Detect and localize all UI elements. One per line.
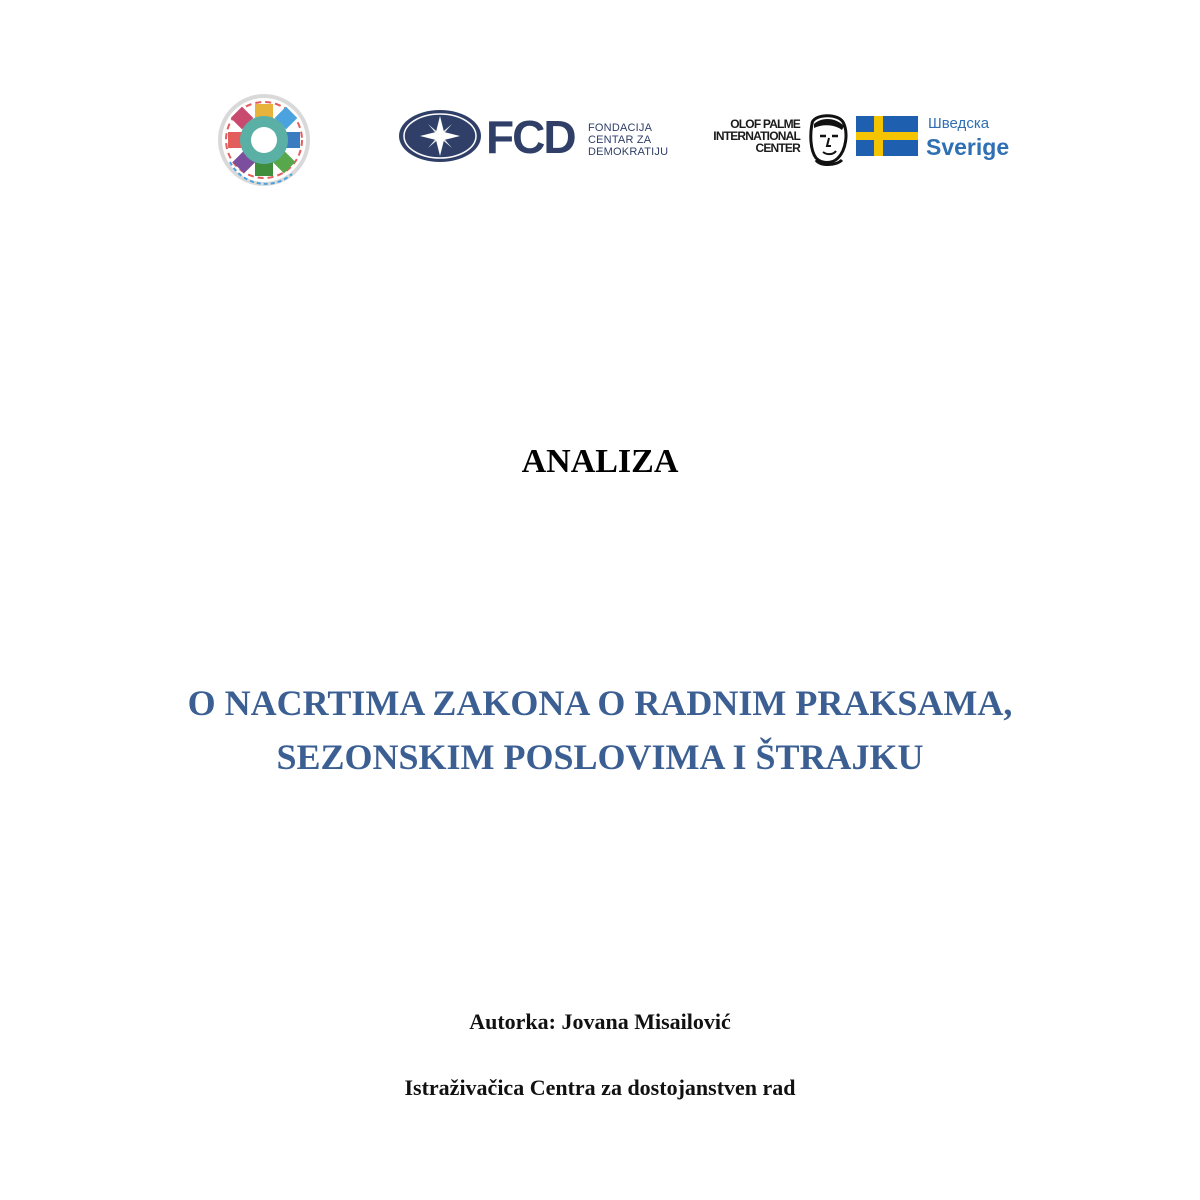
sweden-cyrillic-label: Шведска	[928, 115, 990, 132]
fcd-letters: FCD	[486, 111, 575, 163]
olof-palme-logo	[702, 110, 852, 170]
palme-wordmark	[713, 118, 800, 154]
document-title-line: SEZONSKIM POSLOVIMA I ŠTRAJKU	[276, 737, 924, 777]
compass-star-icon	[398, 108, 482, 164]
document-title-line: O NACRTIMA ZAKONA O RADNIM PRAKSAMA,	[187, 683, 1013, 723]
fcd-subtitle-line: CENTAR ZA	[588, 134, 652, 146]
fcd-subtitle-line: FONDACIJA	[588, 122, 653, 134]
palme-line: INTERNATIONAL	[713, 129, 800, 143]
palme-portrait-icon	[802, 110, 852, 168]
swedish-flag-icon	[856, 116, 918, 156]
document-title	[0, 676, 1200, 784]
palme-line: OLOF PALME	[730, 117, 800, 131]
affiliation-line: Istraživačica Centra za dostojanstven rad	[404, 1075, 796, 1100]
logo-bar	[0, 0, 1200, 200]
fcd-subtitle	[588, 122, 668, 158]
document-type-label: ANALIZA	[521, 443, 679, 480]
fcd-subtitle-line: DEMOKRATIJU	[588, 146, 669, 158]
gear-people-icon	[212, 90, 316, 194]
cdr-logo	[212, 90, 316, 194]
sweden-logo	[856, 116, 1026, 166]
author-line: Autorka: Jovana Misailović	[469, 1009, 731, 1034]
palme-line: CENTER	[755, 141, 800, 155]
sweden-latin-label: Sverige	[926, 134, 1010, 160]
fcd-logo	[398, 108, 678, 168]
